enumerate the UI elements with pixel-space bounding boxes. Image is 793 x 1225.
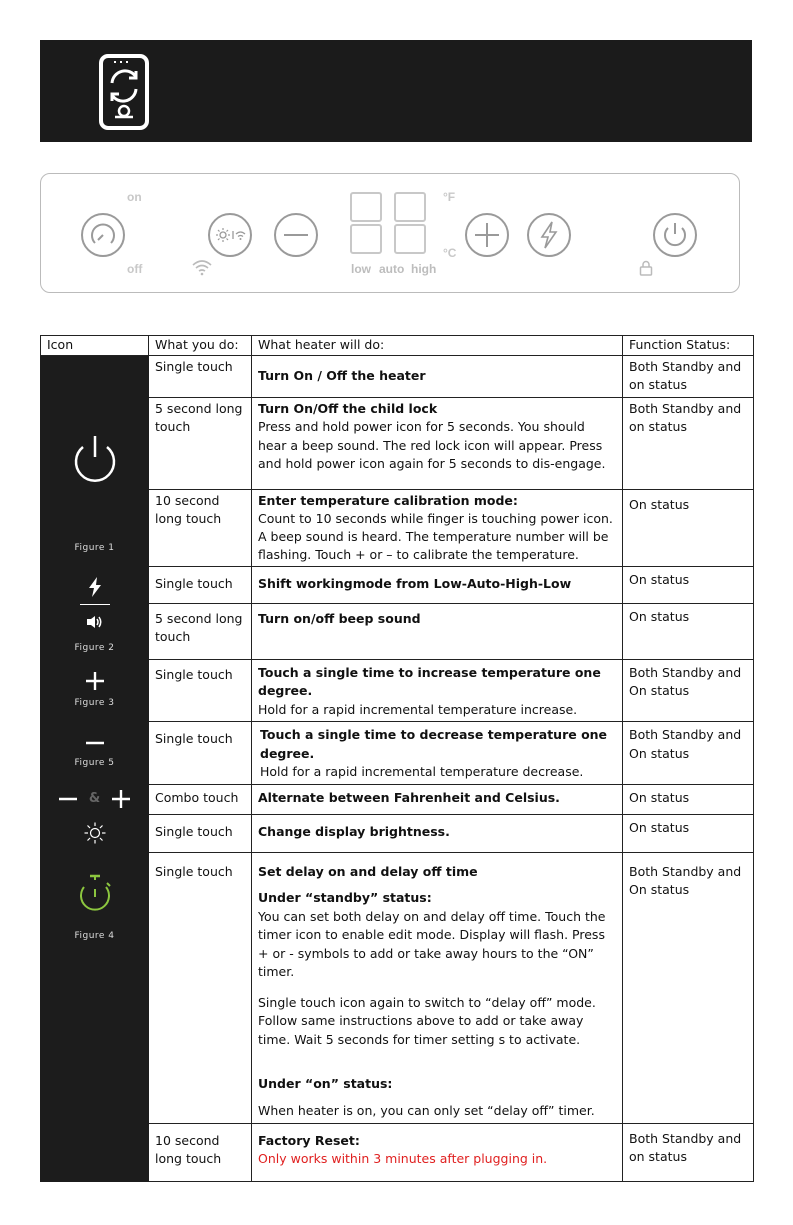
plus-icon: [112, 790, 130, 808]
timer-icon-cell: [41, 852, 149, 1181]
brightness-wifi-button: [208, 213, 252, 257]
power-button: [653, 213, 697, 257]
description-cell: [252, 1123, 623, 1181]
on-description: When heater is on, you can only set “delay off” timer.: [258, 1102, 595, 1118]
power-icon: [68, 430, 122, 488]
lock-icon: [639, 260, 653, 276]
description-cell: [252, 603, 623, 659]
brightness-icon-cell: [41, 814, 149, 852]
power-icon: [655, 215, 695, 255]
action-cell: Single touch: [149, 852, 252, 1123]
description-cell: [252, 722, 623, 785]
plus-icon-cell: [41, 659, 149, 722]
phone-sync-icon: [98, 53, 150, 131]
minus-icon: [86, 738, 104, 748]
table-row: [41, 814, 754, 852]
timer-icon: [75, 873, 115, 913]
mode-button: [527, 213, 571, 257]
action-cell: 10 second long touch: [149, 1123, 252, 1181]
icon-divider: [80, 604, 110, 605]
description-cell: [252, 814, 623, 852]
row-title: Turn on/off beep sound: [258, 610, 421, 626]
status-cell: Both Standby and on status: [623, 397, 754, 489]
table-row: [41, 784, 754, 814]
row-title: Enter temperature calibration mode:: [258, 492, 518, 508]
table-row: [41, 566, 754, 603]
action-cell: Single touch: [149, 566, 252, 603]
status-cell: Both Standby and on status: [623, 1123, 754, 1181]
status-cell: On status: [623, 566, 754, 603]
plus-button: [465, 213, 509, 257]
timer-button: [81, 213, 125, 257]
timer-icon: [83, 215, 123, 255]
minus-button: [274, 213, 318, 257]
row-title: Turn On / Off the heater: [258, 367, 426, 383]
row-title: Factory Reset:: [258, 1132, 360, 1148]
on-subheading: Under “on” status:: [258, 1076, 393, 1091]
description-cell: [252, 566, 623, 603]
description-cell: [252, 784, 623, 814]
status-cell: Both Standby and on status: [623, 355, 754, 397]
header-icon: Icon: [41, 336, 149, 356]
status-cell: Both Standby and On status: [623, 852, 754, 1123]
row-title: Alternate between Fahrenheit and Celsius.: [258, 789, 560, 805]
celsius-label: °C: [443, 246, 457, 260]
sun-wifi-icon: [210, 215, 250, 255]
off-label: off: [127, 262, 143, 276]
figure-2-label: Figure 2: [74, 642, 115, 653]
ampersand: &: [88, 790, 101, 806]
row-description: Hold for a rapid incremental temperature decrease.: [260, 764, 584, 779]
action-cell: Combo touch: [149, 784, 252, 814]
minus-icon-cell: [41, 722, 149, 785]
row-title: Shift workingmode from Low-Auto-High-Low: [258, 575, 572, 591]
status-cell: On status: [623, 603, 754, 659]
speaker-icon: [86, 615, 104, 629]
plus-icon: [86, 672, 104, 690]
action-cell: 5 second long touch: [149, 603, 252, 659]
status-cell: On status: [623, 784, 754, 814]
figure-4-label: Figure 4: [74, 930, 115, 941]
minus-icon: [59, 790, 77, 808]
table-header-row: [41, 336, 754, 356]
action-cell: Single touch: [149, 814, 252, 852]
row-description: Count to 10 seconds while finger is touching power icon. A beep sound is heard. The temperature number will be flashing. Touch + or – to calibrate the temperature.: [258, 510, 613, 562]
delay-off-description: Single touch icon again to switch to “delay off” mode. Follow same instructions above to add or take away time. Wait 5 seconds for timer setting s to activate.: [258, 994, 596, 1047]
power-icon-cell: [41, 355, 149, 566]
description-cell: [252, 852, 623, 1123]
figure-5-label: Figure 5: [74, 757, 115, 768]
on-label: on: [127, 190, 142, 204]
figure-3-label: Figure 3: [74, 698, 115, 708]
header-banner: [40, 40, 752, 142]
table-row: [41, 659, 754, 722]
description-cell: [252, 397, 623, 489]
factory-reset-warning: Only works within 3 minutes after plugging in.: [258, 1151, 548, 1166]
mode-high-label: high: [411, 262, 437, 276]
sun-icon: [84, 822, 106, 844]
action-cell: Single touch: [149, 659, 252, 722]
description-cell: [252, 659, 623, 722]
seven-segment-display: [346, 190, 436, 258]
lightning-icon: [88, 577, 102, 597]
wifi-indicator-icon: [191, 258, 213, 276]
mode-low-label: low: [351, 262, 371, 276]
status-cell: On status: [623, 814, 754, 852]
mode-icon-cell: [41, 566, 149, 659]
header-what-you-do: What you do:: [149, 336, 252, 356]
controls-table: [40, 335, 754, 1182]
mode-auto-label: auto: [379, 262, 405, 276]
row-title: Touch a single time to decrease temperature one degree.: [260, 727, 608, 761]
table-row: [41, 355, 754, 397]
row-title: Turn On/Off the child lock: [258, 400, 438, 416]
plus-icon: [467, 215, 507, 255]
status-cell: Both Standby and On status: [623, 722, 754, 785]
standby-subheading: Under “standby” status:: [258, 890, 432, 905]
row-title: Set delay on and delay off time: [258, 863, 478, 879]
row-description: Press and hold power icon for 5 seconds. You should hear a beep sound. The red lock icon will appear. Press and hold power icon again for 5 seconds to dis-engage.: [258, 419, 606, 471]
row-description: Hold for a rapid incremental temperature increase.: [258, 701, 578, 717]
status-cell: On status: [623, 489, 754, 566]
action-cell: Single touch: [149, 355, 252, 397]
description-cell: [252, 489, 623, 566]
control-panel-illustration: [40, 173, 740, 293]
table-row: [41, 722, 754, 785]
fahrenheit-label: °F: [443, 190, 456, 204]
minus-icon: [276, 215, 316, 255]
action-cell: 10 second long touch: [149, 489, 252, 566]
description-cell: [252, 355, 623, 397]
row-title: Change display brightness.: [258, 823, 450, 839]
header-what-heater-will-do: What heater will do:: [252, 336, 623, 356]
figure-1-label: Figure 1: [74, 543, 115, 553]
row-title: Touch a single time to increase temperature one degree.: [258, 664, 601, 698]
combo-icon-cell: [41, 784, 149, 814]
status-cell: Both Standby and On status: [623, 659, 754, 722]
standby-description: You can set both delay on and delay off time. Touch the timer icon to enable edit mode. Display will flash. Press + or - symbols to add or take away hours to the “ON” timer.: [258, 908, 606, 979]
action-cell: Single touch: [149, 722, 252, 785]
header-function-status: Function Status:: [623, 336, 754, 356]
action-cell: 5 second long touch: [149, 397, 252, 489]
table-row: [41, 852, 754, 1123]
lightning-icon: [529, 215, 569, 255]
